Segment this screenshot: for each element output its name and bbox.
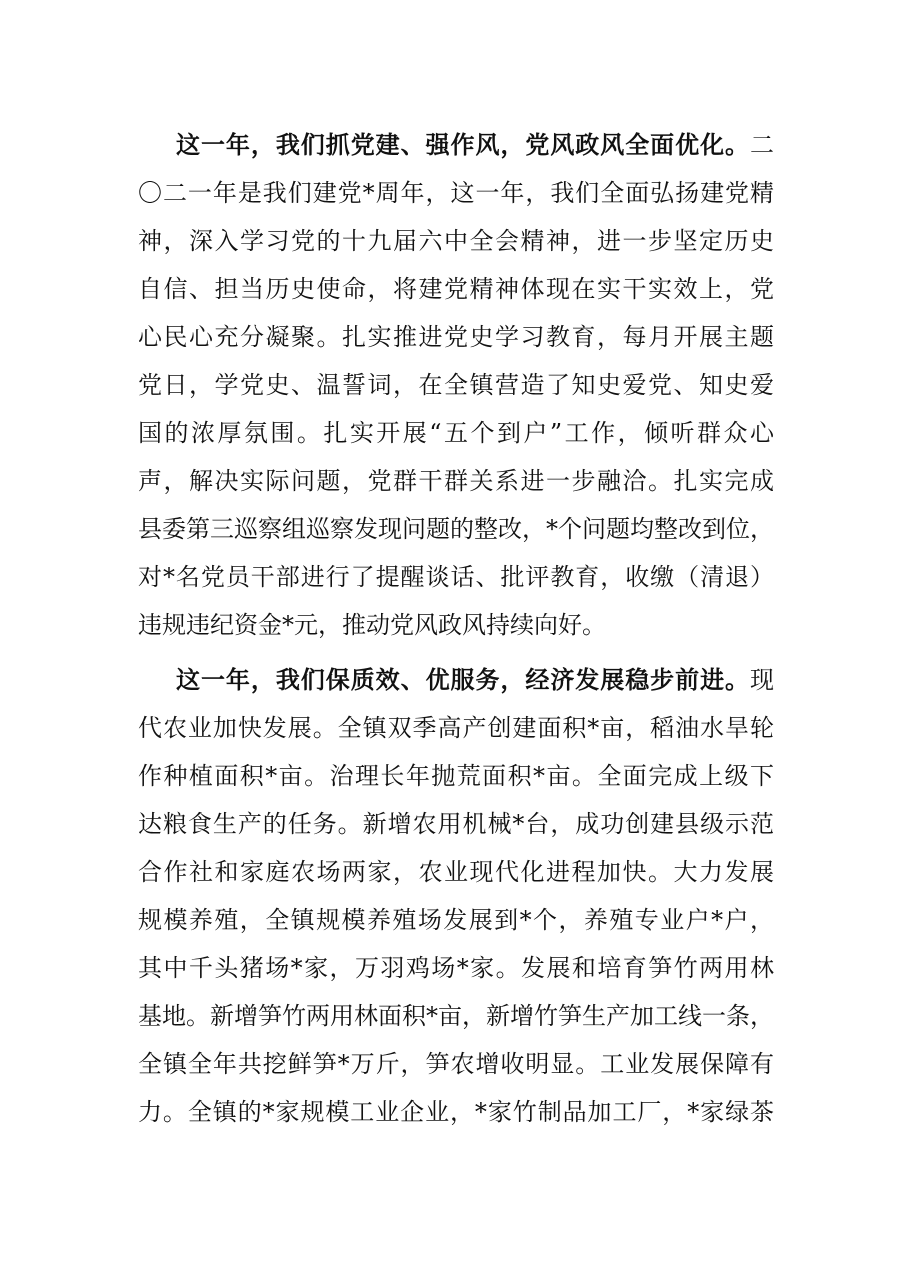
paragraph-line: 神，深入学习党的十九届六中全会精神，进一步坚定历史 (138, 227, 774, 255)
paragraph-line: 心民心充分凝聚。扎实推进党史学习教育，每月开展主题 (138, 323, 774, 351)
paragraph-economy (138, 656, 774, 1136)
paragraph-line: 〇二一年是我们建党*周年，这一年，我们全面弘扬建党精 (138, 179, 774, 207)
paragraph-line: 对*名党员干部进行了提醒谈话、批评教育，收缴（清退） (138, 563, 774, 591)
paragraph-line: 代农业加快发展。全镇双季高产创建面积*亩，稻油水旱轮 (138, 714, 774, 742)
paragraph-line: 违规违纪资金*元，推动党风政风持续向好。 (138, 611, 606, 639)
paragraph-line: 基地。新增笋竹两用林面积*亩，新增竹笋生产加工线一条， (138, 1002, 774, 1030)
paragraph-line: 规模养殖，全镇规模养殖场发展到*个，养殖专业户*户， (138, 906, 774, 934)
paragraph-line: 全镇全年共挖鲜笋*万斤，笋农增收明显。工业发展保障有 (138, 1050, 774, 1078)
paragraph-line (138, 121, 774, 169)
paragraph-party-building (138, 121, 774, 649)
paragraph-line: 合作社和家庭农场两家，农业现代化进程加快。大力发展 (138, 858, 774, 886)
paragraph-line: 作种植面积*亩。治理长年抛荒面积*亩。全面完成上级下 (138, 762, 774, 790)
paragraph-line: 县委第三巡察组巡察发现问题的整改，*个问题均整改到位， (138, 515, 774, 543)
paragraph-line: 力。全镇的*家规模工业企业，*家竹制品加工厂，*家绿茶 (138, 1098, 774, 1126)
paragraph-line: 党日，学党史、温誓词，在全镇营造了知史爱党、知史爱 (138, 371, 774, 399)
paragraph-lead-sentence: 这一年，我们保质效、优服务，经济发展稳步前进。 (176, 665, 750, 694)
paragraph-line: 自信、担当历史使命，将建党精神体现在实干实效上，党 (138, 275, 774, 303)
paragraph-line: 其中千头猪场*家，万羽鸡场*家。发展和培育笋竹两用林 (138, 954, 774, 982)
paragraph-line: 达粮食生产的任务。新增农用机械*台，成功创建县级示范 (138, 810, 774, 838)
paragraph-line: 声，解决实际问题，党群干群关系进一步融洽。扎实完成 (138, 467, 774, 495)
paragraph-line-text: 二 (750, 131, 774, 159)
paragraph-line-text: 现 (750, 666, 774, 694)
paragraph-line: 国的浓厚氛围。扎实开展“五个到户”工作，倾听群众心 (138, 419, 774, 447)
paragraph-lead-sentence: 这一年，我们抓党建、强作风，党风政风全面优化。 (176, 130, 750, 159)
paragraph-line (138, 656, 774, 704)
